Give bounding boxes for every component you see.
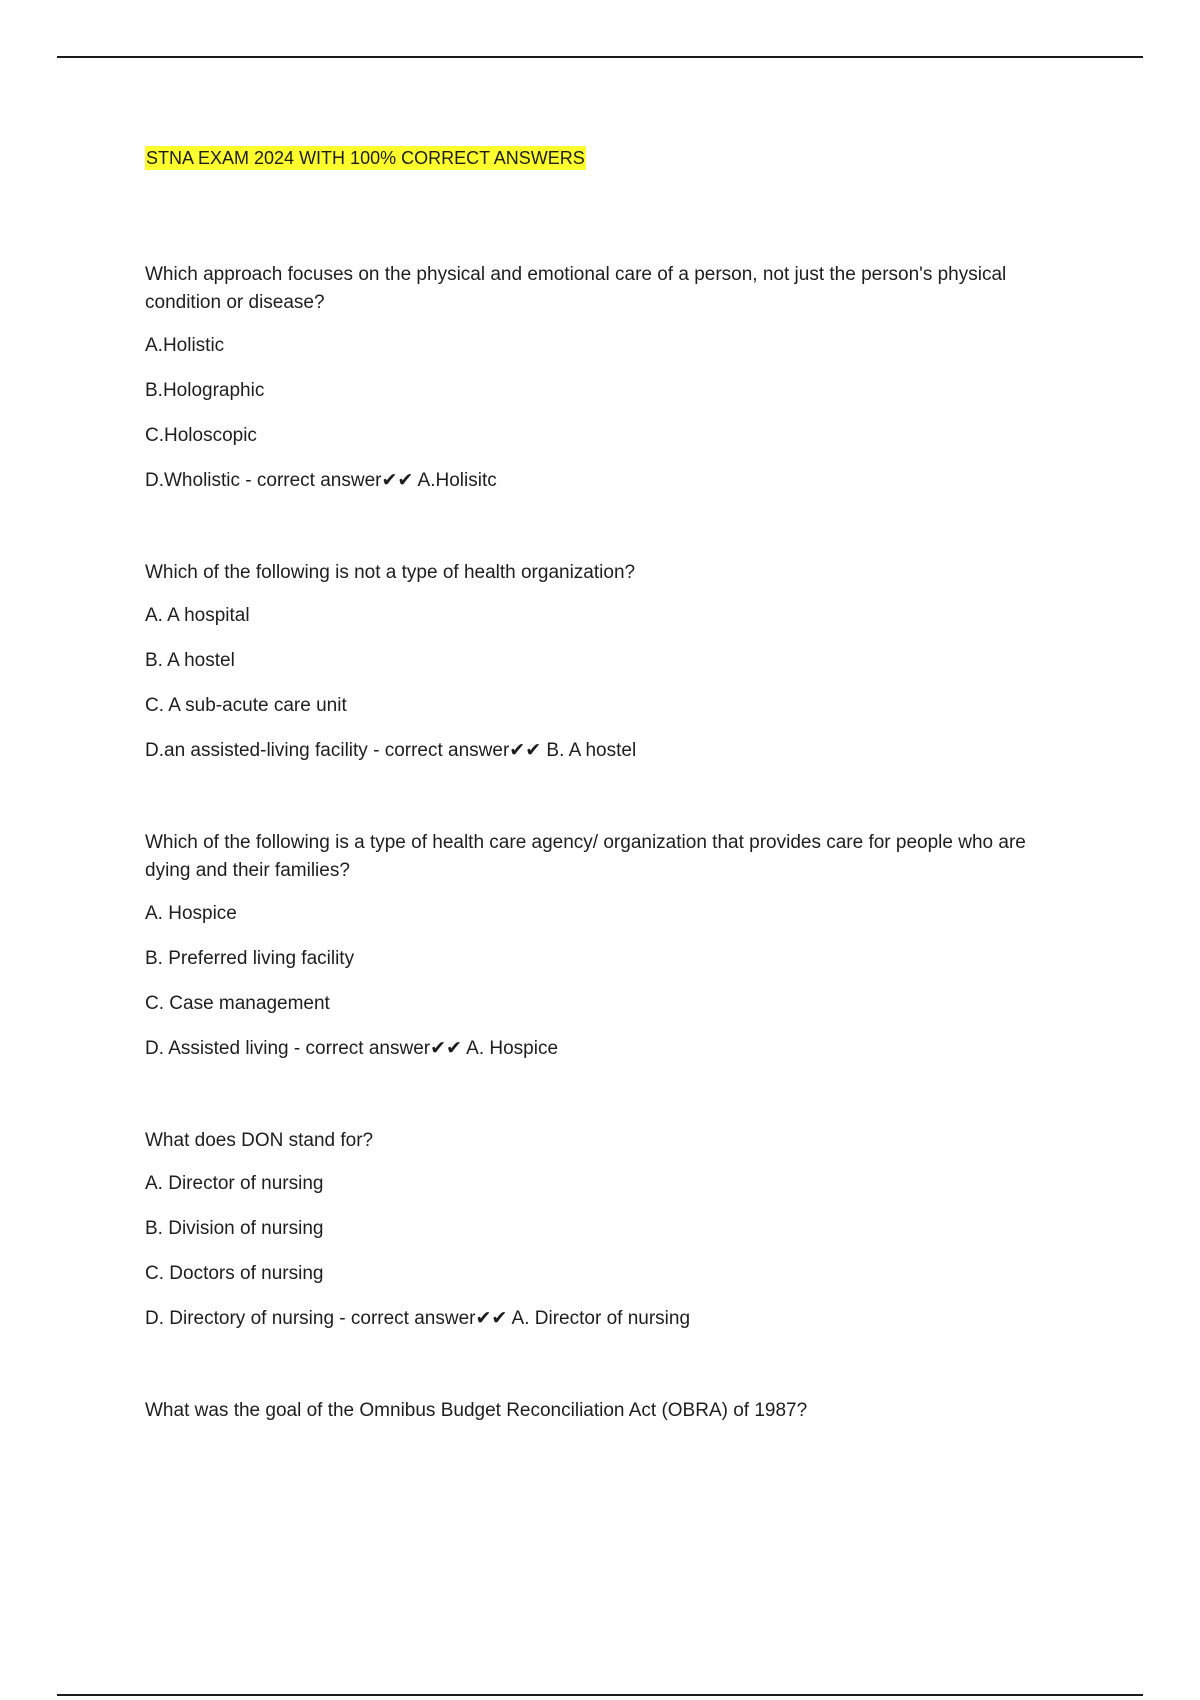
option-d-with-answer: D. Assisted living - correct answer✔✔ A. Hospice [145, 1038, 559, 1059]
option-d-with-answer: D.an assisted-living facility - correct answer✔✔ B. A hostel [145, 740, 637, 761]
option-a: A. Hospice [145, 903, 237, 924]
option-c: C. Case management [145, 993, 330, 1014]
option-a: A. Director of nursing [145, 1173, 324, 1194]
question-text: Which of the following is a type of health care agency/ organization that provides care for people who are dying and their families? [145, 832, 1026, 881]
document-title: STNA EXAM 2024 WITH 100% CORRECT ANSWERS [146, 148, 585, 168]
question-text: Which approach focuses on the physical and emotional care of a person, not just the person's physical condition or disease? [145, 264, 1007, 313]
question-3 [145, 829, 1075, 1063]
question-5 [145, 1397, 1075, 1425]
option-b: B. A hostel [145, 650, 235, 671]
option-c: C.Holoscopic [145, 425, 257, 446]
option-c: C. A sub-acute care unit [145, 695, 347, 716]
option-d-with-answer: D. Directory of nursing - correct answer✔✔ A. Director of nursing [145, 1308, 691, 1329]
option-d-with-answer: D.Wholistic - correct answer✔✔ A.Holisitc [145, 470, 497, 491]
question-1 [145, 261, 1075, 495]
option-a: A.Holistic [145, 335, 225, 356]
option-b: B.Holographic [145, 380, 265, 401]
question-2 [145, 559, 1075, 765]
option-c: C. Doctors of nursing [145, 1263, 324, 1284]
question-text: What does DON stand for? [145, 1130, 374, 1151]
option-a: A. A hospital [145, 605, 250, 626]
question-text: What was the goal of the Omnibus Budget Reconciliation Act (OBRA) of 1987? [145, 1400, 808, 1421]
option-b: B. Division of nursing [145, 1218, 324, 1239]
option-b: B. Preferred living facility [145, 948, 355, 969]
document-body [145, 145, 1075, 1440]
footer-rule [57, 1694, 1143, 1696]
header-rule [57, 56, 1143, 58]
question-4 [145, 1127, 1075, 1333]
question-text: Which of the following is not a type of health organization? [145, 562, 636, 583]
